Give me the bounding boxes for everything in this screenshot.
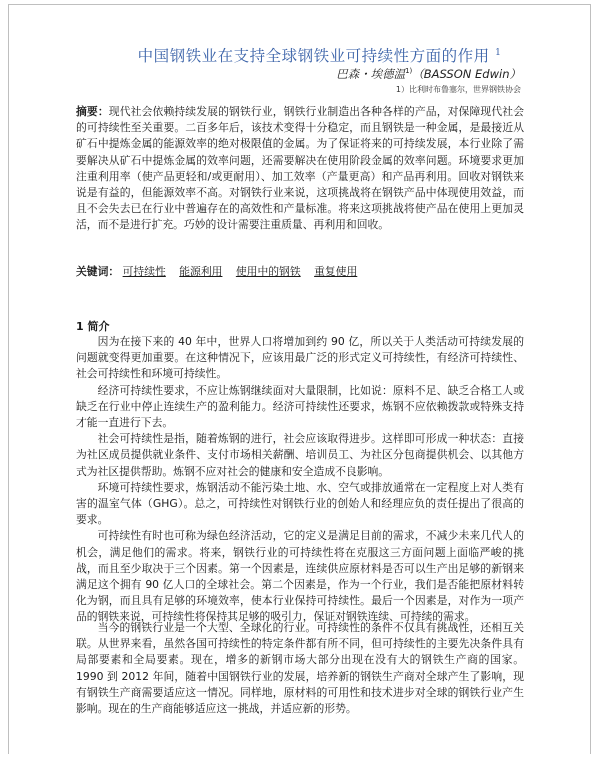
keyword-item: 可持续性 (122, 265, 166, 278)
author-name: 巴森・埃德温 (336, 67, 406, 81)
body-paragraph: 可持续性有时也可称为绿色经济活动，它的定义是满足目前的需求，不减少未来几代人的机会，满足他们的需求。将来，钢铁行业的可持续性将在克服这三方面问题上面临严峻的挑战，而且至少取决于三个因素。第一个因素是，连续供应原材料是否可以生产出足够的新钢来满足这个拥有 90 亿人口的全球社会。第二个因素是，作为一个行业，我们是否能把原材料转化为钢，而且具有足够的环境效率，使本行业保持可持续性。最后一个因素是，对作为一项产品的钢铁来说，可持续性将保持其足够的吸引力，保证对钢铁连续、可持续的需求。 (76, 529, 524, 624)
page-border-top (8, 4, 591, 5)
author-name-en: （BASSON Edwin） (412, 67, 521, 81)
body-paragraph: 经济可持续性要求，不应让炼钢继续面对大量限制，比如说：原料不足、缺乏合格工人或缺乏在行业中停止连续生产的盈利能力。经济可持续性还要求，炼钢不应依赖拨款或特殊支持才能一直进行下去。 (76, 383, 524, 430)
body-paragraph: 因为在接下来的 40 年中，世界人口将增加到约 90 亿，所以关于人类活动可持续发展的问题就变得更加重要。在这种情况下，应该用最广泛的形式定义可持续性，有经济可持续性、社会可持续性和环境可持续性。 (76, 335, 524, 381)
body-paragraph: 当今的钢铁行业是一个大型、全球化的行业。可持续性的条件不仅具有挑战性，还相互关联。从世界来看，虽然各国可持续性的特定条件都有所不同，但可持续性的主要先决条件具有局部要素和全局要素。现在，增多的新钢市场大部分出现在没有大的钢铁生产商的国家。1990 到 2012 年间，随着中国钢铁行业的发展，培养新的钢铁生产商对全球产生了影响，现有钢铁生产商需要适应这一情况。同样地，原材料的可用性和技术进步对全球的钢铁行业产生影响。现在的生产商能够适应这一挑战，并适应新的形势。 (76, 621, 524, 716)
abstract (76, 104, 524, 234)
body-paragraph: 社会可持续性是指，随着炼钢的进行，社会应该取得进步。这样即可形成一种状态：直接为社区成员提供就业条件、支付市场相关薪酬、培训员工、为社区分包商提供机会、以其他方式为社区提供帮助。炼钢不应对社会的健康和安全造成不良影响。 (76, 432, 524, 478)
paper-title (70, 44, 569, 66)
keyword-item: 重复使用 (314, 265, 358, 278)
keyword-list (123, 265, 368, 278)
author-footnote-mark: 1) (405, 67, 413, 76)
section-body-continued (76, 620, 524, 717)
section-heading: 1 简介 (76, 320, 110, 333)
paper-title-text: 中国钢铁业在支持全球钢铁业可持续性方面的作用 (137, 47, 490, 65)
abstract-label: 摘要： (76, 105, 109, 118)
keywords (76, 264, 524, 280)
page-border-left (8, 4, 9, 754)
body-paragraph: 环境可持续性要求，炼钢活动不能污染土地、水、空气或排放通常在一定程度上对人类有害的温室气体（GHG）。总之，可持续性对钢铁行业的创始人和经理应负的责任提出了很高的要求。 (76, 480, 524, 527)
title-footnote-mark: 1 (495, 47, 502, 58)
abstract-text: 现代社会依赖持续发展的钢铁行业，钢铁行业制造出各种各样的产品，对保障现代社会的可持续性至关重要。二百多年后，该技术变得十分稳定，而且钢铁是一种金属，是最接近从矿石中提炼金属的能源效率的绝对极限值的金属。为了保证将来的可持续发展，本行业除了需要解决从矿石中提炼金属的效率问题，还需要解决在使用阶段金属的效率问题。环境要求更加注重利用率（使产品更轻和/或更耐用）、加工效率（产量更高）和产品再利用。回收对钢铁来说是有益的，但能源效率不高。对钢铁行业来说，这项挑战将在钢铁产品中体现使用效益，而且不会失去已在行业中普遍存在的高效性和产量标准。将来这项挑战将使产品在使用上更加灵活，而不是进行扩充。巧妙的设计需要注重质量、再利用和回收。 (76, 105, 525, 232)
keyword-item: 使用中的钢铁 (235, 265, 301, 278)
affiliation: 1）比利时布鲁塞尔，世界钢铁协会 (395, 85, 521, 94)
keyword-item: 能源利用 (179, 265, 223, 278)
section-body (76, 334, 524, 626)
author-line (336, 66, 521, 82)
page-border-right (590, 4, 591, 754)
keywords-label: 关键词： (76, 265, 120, 278)
